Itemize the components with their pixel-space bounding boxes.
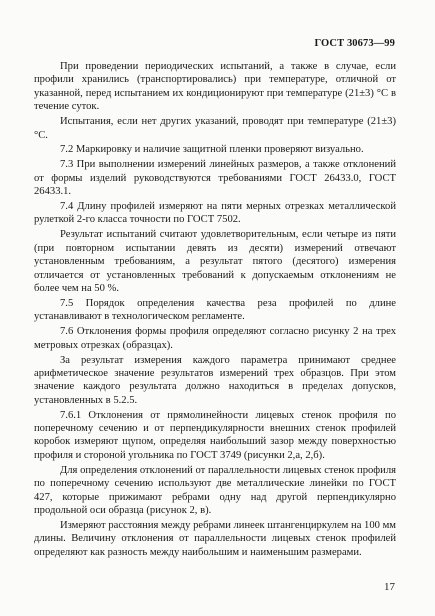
standard-header: ГОСТ 30673—99	[314, 38, 395, 49]
paragraph: Измеряют расстояния между ребрами линеек штангенциркулем на 100 мм длины. Величину отклонения от параллельности лицевых стенок профилей определяют как разность между наибольшим и наименьшим размерами.	[34, 519, 396, 558]
page-number: 17	[384, 581, 395, 593]
paragraph: 7.5 Порядок определения качества реза профилей по длине устанавливают в технологическом регламенте.	[34, 297, 396, 323]
document-body	[34, 60, 396, 559]
paragraph: Для определения отклонений от параллельности лицевых стенок профиля по поперечному сечению используют две металлические линейки по ГОСТ 427, которые прижимают ребрами одну над другой перпендикулярно продольной оси образца (рисунок 2, в).	[34, 464, 396, 516]
paragraph: При проведении периодических испытаний, а также в случае, если профили хранились (транспортировались) при температуре, отличной от указанной, перед испытанием их кондиционируют при температуре (21±3) °С в течение суток.	[34, 61, 396, 113]
paragraph: 7.6.1 Отклонения от прямолинейности лицевых стенок профиля по поперечному сечению и от перпендикулярности внешних стенок профилей коробок измеряют щупом, определяя наибольший зазор между поверхностью профиля и стороной угольника по ГОСТ 3749 (рисунки 2,а, 2,б).	[34, 409, 396, 461]
paragraph: За результат измерения каждого параметра принимают среднее арифметическое значение результатов измерений трех образцов. При этом значение каждого результата должно находиться в пределах допусков, установленных в 5.2.5.	[34, 354, 396, 406]
paragraph: 7.6 Отклонения формы профиля определяют согласно рисунку 2 на трех метровых отрезках (образцах).	[34, 326, 396, 351]
paragraph: 7.4 Длину профилей измеряют на пяти мерных отрезках металлической рулеткой 2-го класса точности по ГОСТ 7502.	[34, 201, 396, 226]
paragraph: 7.3 При выполнении измерений линейных размеров, а также отклонений от формы изделий руководствуются требованиями ГОСТ 26433.0, ГОСТ 26433.1.	[34, 159, 396, 198]
paragraph: Результат испытаний считают удовлетворительным, если четыре из пяти (при повторном испытании девять из десяти) измерений отвечают установленным требованиям, а результат пятого (десятого) измерения отличается от установленных требований к допускаемым отклонениям не более чем на 50 %.	[34, 229, 396, 294]
paragraph: Испытания, если нет других указаний, проводят при температуре (21±3) °С.	[34, 116, 396, 141]
paragraph: 7.2 Маркировку и наличие защитной пленки проверяют визуально.	[60, 144, 364, 156]
